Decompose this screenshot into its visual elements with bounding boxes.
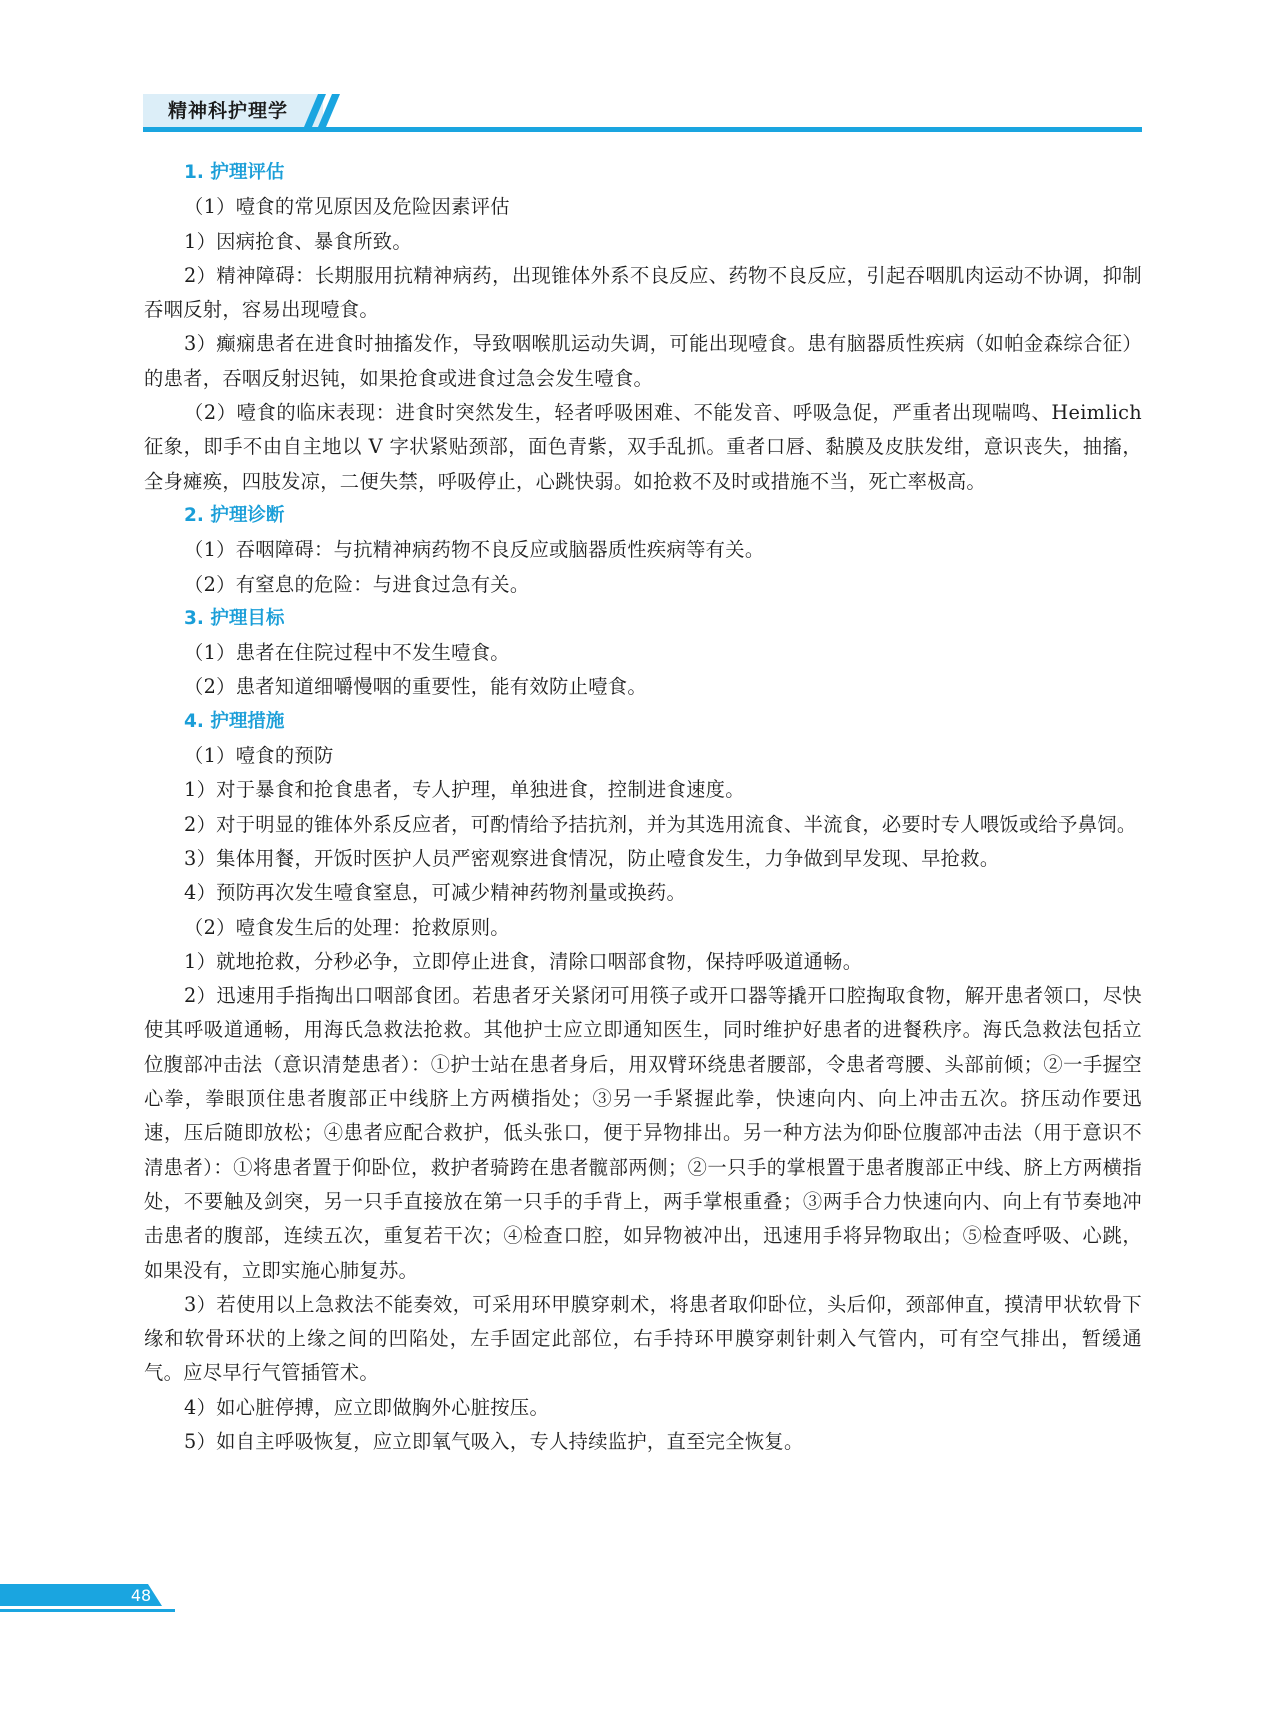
page-number: 48 [130,1586,152,1605]
paragraph: （1）吞咽障碍：与抗精神病药物不良反应或脑器质性疾病等有关。 [184,538,765,562]
paragraph: 3）若使用以上急救法不能奏效，可采用环甲膜穿刺术，将患者取仰卧位，头后仰，颈部伸直，摸清甲状软骨下缘和软骨环状的上缘之间的凹陷处，左手固定此部位，右手持环甲膜穿刺针刺入气管内，可有空气排出，暂缓通气。应尽早行气管插管术。 [144,1292,1142,1385]
running-header [0,0,1275,140]
paragraph: 2）对于明显的锥体外系反应者，可酌情给予拮抗剂，并为其选用流食、半流食，必要时专人喂饭或给予鼻饲。 [184,812,1137,836]
paragraph: 5）如自主呼吸恢复，应立即氧气吸入，专人持续监护，直至完全恢复。 [184,1429,804,1453]
paragraph: 4）如心脏停搏，应立即做胸外心脏按压。 [184,1395,550,1419]
paragraph: 4）预防再次发生噎食窒息，可减少精神药物剂量或换药。 [184,881,687,905]
paragraph: （1）噎食的预防 [184,744,334,768]
paragraph: （2）患者知道细嚼慢咽的重要性，能有效防止噎食。 [184,675,647,699]
paragraph: 1）因病抢食、暴食所致。 [184,229,412,253]
section-heading: 4. 护理措施 [184,710,285,732]
paragraph: 3）集体用餐，开饭时医护人员严密观察进食情况，防止噎食发生，力争做到早发现、早抢救。 [184,846,1000,870]
page-body [144,156,1142,1459]
paragraph: （2）有窒息的危险：与进食过急有关。 [184,572,530,596]
paragraph: 1）就地抢救，分秒必争，立即停止进食，清除口咽部食物，保持呼吸道通畅。 [184,949,863,973]
paragraph: （2）噎食发生后的处理：抢救原则。 [184,915,510,939]
header-rule [143,127,1142,132]
header-stripes [296,94,346,127]
section-heading: 3. 护理目标 [184,607,285,629]
paragraph: （1）患者在住院过程中不发生噎食。 [184,641,510,665]
paragraph: （1）噎食的常见原因及危险因素评估 [184,195,510,219]
paragraph: 1）对于暴食和抢食患者，专人护理，单独进食，控制进食速度。 [184,778,745,802]
paragraph: 2）精神障碍：长期服用抗精神病药，出现锥体外系不良反应、药物不良反应，引起吞咽肌肉运动不协调，抑制吞咽反射，容易出现噎食。 [144,263,1142,322]
paragraph: 3）癫痫患者在进食时抽搐发作，导致咽喉肌运动失调，可能出现噎食。患有脑器质性疾病（如帕金森综合征）的患者，吞咽反射迟钝，如果抢食或进食过急会发生噎食。 [144,332,1142,390]
book-title: 精神科护理学 [168,100,289,122]
paragraph: （2）噎食的临床表现：进食时突然发生，轻者呼吸困难、不能发音、呼吸急促，严重者出现喘鸣、Heimlich 征象，即手不由自主地以 V 字状紧贴颈部，面色青紫，双手乱抓。重者口唇、黏膜及皮肤发绀，意识丧失，抽搐，全身瘫痪，四肢发凉，二便失禁，呼吸停止，心跳快弱。如抢救不及时或措施不当，死亡率极高。 [144,401,1142,493]
section-heading: 1. 护理评估 [184,162,285,183]
paragraph: 2）迅速用手指掏出口咽部食团。若患者牙关紧闭可用筷子或开口器等撬开口腔掏取食物，解开患者领口，尽快使其呼吸道通畅，用海氏急救法抢救。其他护士应立即通知医生，同时维护好患者的进餐秩序。海氏急救法包括立位腹部冲击法（意识清楚患者）：①护士站在患者身后，用双臂环绕患者腰部，令患者弯腰、头部前倾；②一手握空心拳，拳眼顶住患者腹部正中线脐上方两横指处；③另一手紧握此拳，快速向内、向上冲击五次。挤压动作要迅速，压后随即放松；④患者应配合救护，低头张口，便于异物排出。另一种方法为仰卧位腹部冲击法（用于意识不清患者）：①将患者置于仰卧位，救护者骑跨在患者髋部两侧；②一只手的掌根置于患者腹部正中线、脐上方两横指处，不要触及剑突，另一只手直接放在第一只手的手背上，两手掌根重叠；③两手合力快速向内、向上有节奏地冲击患者的腹部，连续五次，重复若干次；④检查口腔，如异物被冲出，迅速用手将异物取出；⑤检查呼吸、心跳，如果没有，立即实施心肺复苏。 [144,984,1142,1282]
section-heading: 2. 护理诊断 [184,504,285,526]
